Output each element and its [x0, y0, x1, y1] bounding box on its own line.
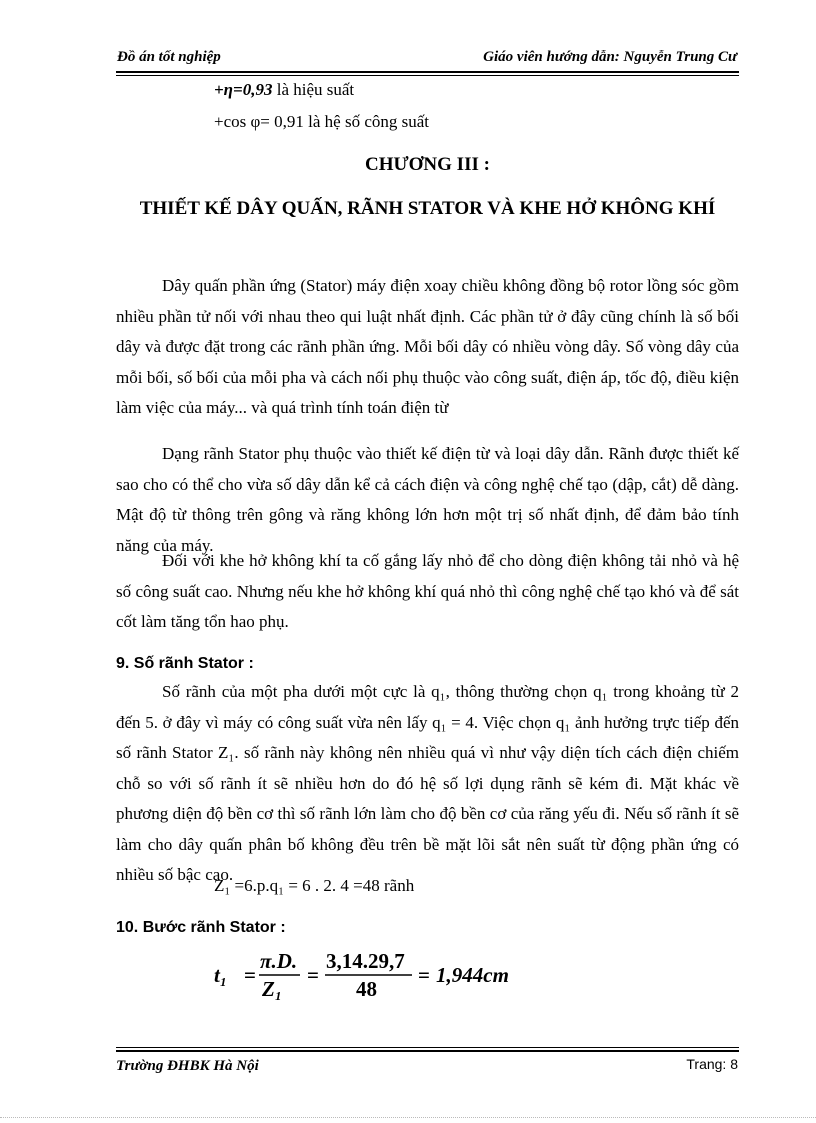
section-9-text: Số rãnh của một pha dưới một cực là q₁, thông thường chọn q₁ trong khoảng từ 2 đến 5. ở đây vì máy có công suất vừa nên lấy q₁ = 4. Việc chọn q₁ ảnh hưởng trực tiếp đến số rãnh Stator Z₁. số rãnh này không nên nhiều quá vì như vậy diện tích cách điện chiếm chỗ so với số rãnh ít sẽ nhiều hơn do đó hệ số lợi dụng rãnh sẽ kém đi. Mặt khác về phương diện độ bền cơ thì số rãnh lớn làm cho độ bền cơ của răng yếu đi. Nếu số rãnh ít sẽ làm cho dây quấn phân bố không đều trên bề mặt lõi sắt nên suất từ động phần ứng có nhiều số bậc cao.	[116, 682, 739, 884]
formula-frac1-denominator: Z₁	[262, 977, 283, 1001]
efficiency-value: +η=0,93	[214, 80, 273, 99]
section-9-heading: 9. Số rãnh Stator :	[116, 655, 254, 672]
paragraph-air-gap: Đối với khe hở không khí ta cố gắng lấy nhỏ để cho dòng điện không tải nhỏ và hệ số công suất cao. Nhưng nếu khe hở không khí quá nhỏ thì công nghệ chế tạo khó và để sát cốt làm tăng tổn hao phụ.	[116, 551, 739, 631]
formula-frac2-numerator: 3,14.29,7	[326, 949, 405, 973]
slot-pitch-formula	[214, 946, 514, 1006]
formula-equals-1: =	[244, 963, 256, 987]
formula-frac2-denominator: 48	[356, 977, 377, 1001]
header-rule-thin	[116, 75, 739, 76]
formula-equals-2: =	[307, 963, 319, 987]
formula-result: 1,944cm	[436, 963, 509, 987]
section-10-heading: 10. Bước rãnh Stator :	[116, 919, 286, 936]
formula-frac1-numerator: π.D.	[260, 949, 298, 973]
efficiency-desc: là hiệu suất	[276, 80, 355, 99]
footer-rule-thin	[116, 1047, 739, 1048]
formula-lhs: t₁	[214, 963, 228, 987]
page-edge	[0, 1117, 816, 1118]
footer-page-number: Trang: 8	[686, 1056, 738, 1072]
header-supervisor: Giáo viên hướng dẫn: Nguyễn Trung Cư	[483, 49, 737, 65]
power-factor-line: +cos φ= 0,91 là hệ số công suất	[214, 112, 430, 131]
page-header	[117, 49, 737, 69]
footer-school: Trường ĐHBK Hà Nội	[116, 1058, 259, 1074]
footer-rule	[116, 1050, 739, 1052]
chapter-subtitle: THIẾT KẾ DÂY QUẤN, RÃNH STATOR VÀ KHE HỞ KHÔNG KHÍ	[139, 198, 716, 219]
header-document-type: Đồ án tốt nghiệp	[117, 49, 221, 65]
chapter-title: CHƯƠNG III :	[365, 154, 490, 175]
slot-count-formula: Z₁ =6.p.q₁ = 6 . 2. 4 =48 rãnh	[214, 876, 415, 895]
paragraph-slot-shape: Dạng rãnh Stator phụ thuộc vào thiết kế điện từ và loại dây dẫn. Rãnh được thiết kế sao cho có thể cho vừa số dây dẫn kể cả cách điện và công nghệ chế tạo (dập, cắt) dễ dàng. Mật độ từ thông trên gông và răng không lớn hơn một trị số nhất định, để đảm bảo tính năng của máy.	[116, 444, 739, 555]
paragraph-stator-winding: Dây quấn phần ứng (Stator) máy điện xoay chiều không đồng bộ rotor lồng sóc gồm nhiều phần tử nối với nhau theo qui luật nhất định. Các phần tử ở đây cũng chính là số bối dây và được đặt trong các rãnh phần ứng. Mỗi bối dây có nhiều vòng dây. Số vòng dây của mỗi bối, số bối của mỗi pha và cách nối phụ thuộc vào công suất, điện áp, tốc độ, điều kiện làm việc của máy... và quá trình tính toán điện từ	[116, 276, 739, 417]
efficiency-line	[214, 80, 354, 100]
header-rule	[116, 71, 739, 73]
formula-equals-3: =	[418, 963, 430, 987]
